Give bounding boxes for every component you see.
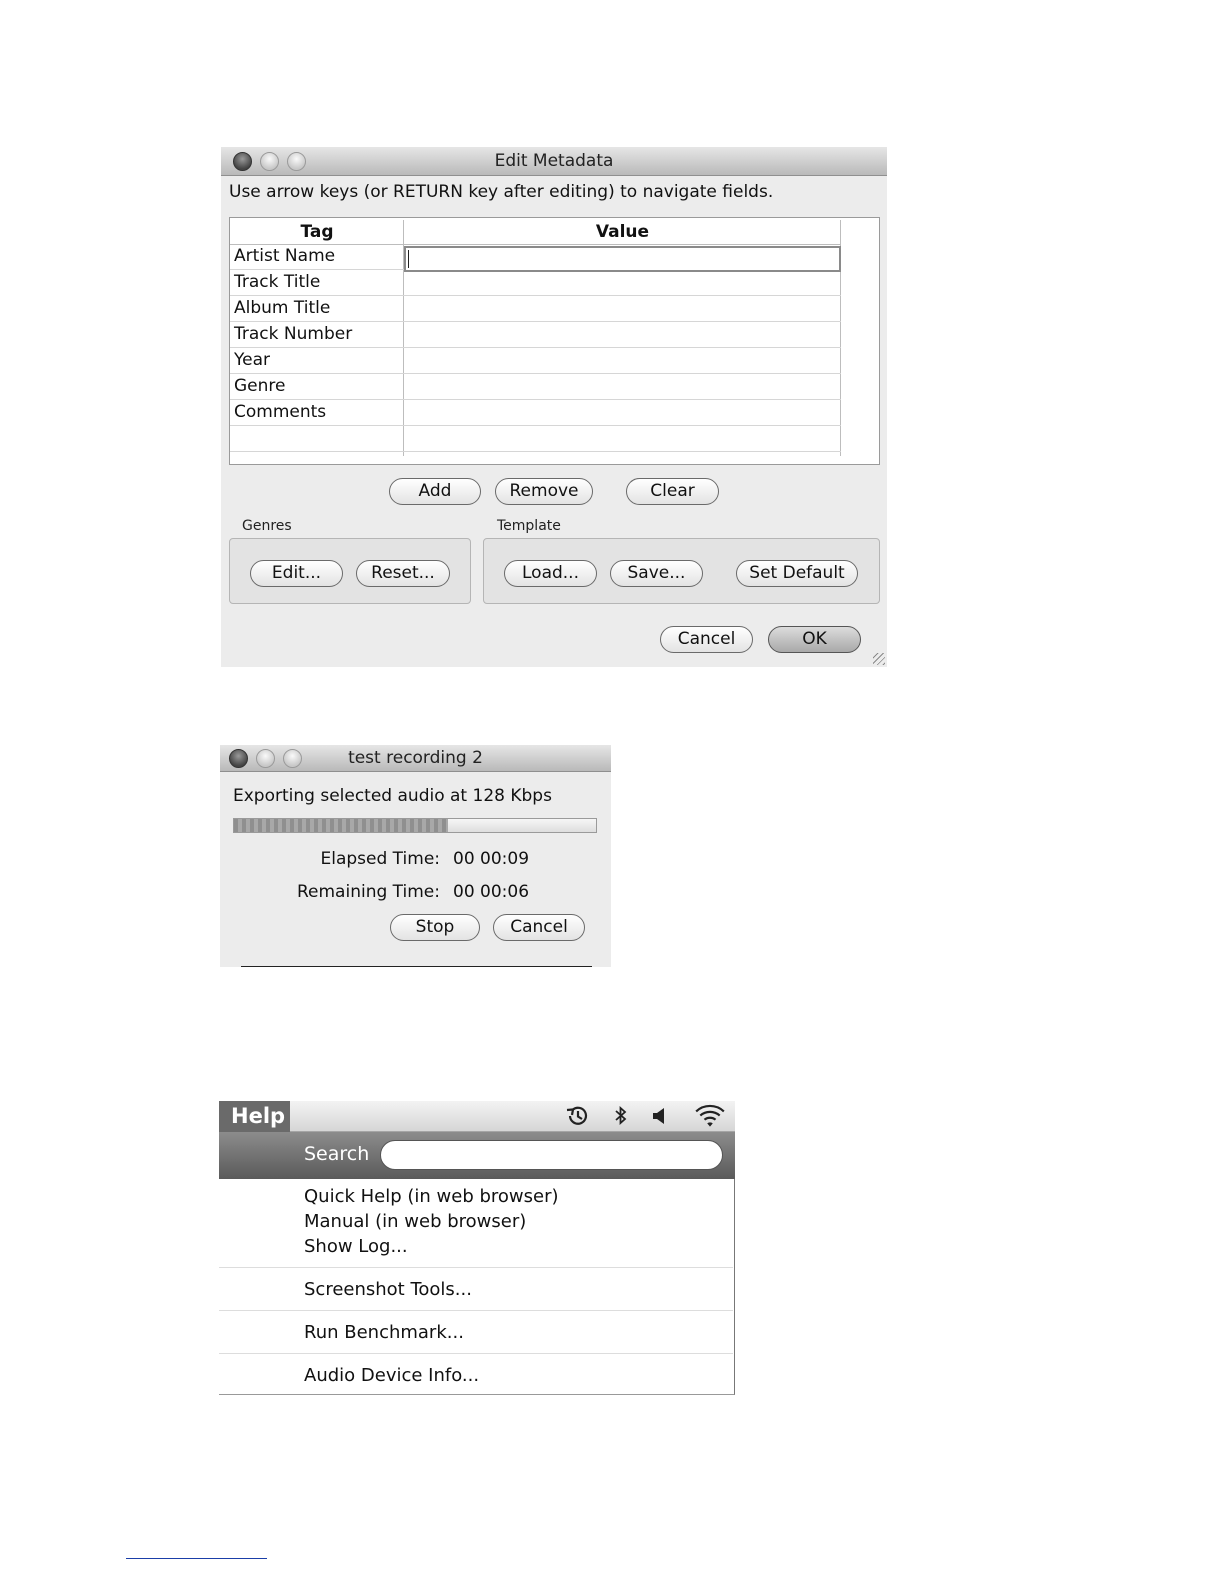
stop-button[interactable]: Stop <box>390 914 480 941</box>
menu-separator <box>219 1353 733 1354</box>
menu-bar <box>219 1101 735 1132</box>
menu-separator <box>219 1267 733 1268</box>
export-status-text: Exporting selected audio at 128 Kbps <box>233 786 552 806</box>
menu-item-run-benchmark[interactable]: Run Benchmark... <box>304 1322 464 1343</box>
save-template-button[interactable]: Save... <box>610 560 703 587</box>
menu-item-quick-help[interactable]: Quick Help (in web browser) <box>304 1186 559 1207</box>
remaining-time-value: 00 00:06 <box>453 882 530 902</box>
set-default-template-button[interactable]: Set Default <box>736 560 858 587</box>
help-search-row <box>219 1132 735 1179</box>
metadata-table <box>229 217 880 465</box>
export-progress-bar <box>233 818 597 833</box>
search-label: Search <box>304 1143 370 1165</box>
value-column-header[interactable]: Value <box>595 222 650 242</box>
table-row[interactable] <box>230 322 841 348</box>
clear-button[interactable]: Clear <box>626 478 719 505</box>
navigation-hint: Use arrow keys (or RETURN key after editing) to navigate fields. <box>229 182 774 202</box>
template-group <box>483 538 880 604</box>
menu-item-screenshot-tools[interactable]: Screenshot Tools... <box>304 1279 472 1300</box>
help-menu-title[interactable]: Help <box>219 1101 290 1132</box>
ok-button[interactable]: OK <box>768 626 861 653</box>
table-row[interactable] <box>230 426 841 452</box>
tag-cell[interactable]: Artist Name <box>234 246 336 266</box>
table-row[interactable] <box>230 244 841 270</box>
table-row[interactable] <box>230 296 841 322</box>
tag-cell[interactable]: Comments <box>234 402 327 422</box>
tag-cell[interactable]: Track Number <box>234 324 353 344</box>
menu-item-show-log[interactable]: Show Log... <box>304 1236 408 1257</box>
table-row[interactable] <box>230 348 841 374</box>
menu-item-manual[interactable]: Manual (in web browser) <box>304 1211 527 1232</box>
export-progress-fill <box>234 819 448 832</box>
export-progress-window <box>220 745 611 967</box>
value-edit-field[interactable] <box>404 246 841 272</box>
edit-genres-button[interactable]: Edit... <box>250 560 343 587</box>
help-menu-dropdown <box>219 1132 735 1395</box>
add-button[interactable]: Add <box>389 478 481 505</box>
resize-grip-icon[interactable] <box>873 653 885 665</box>
wifi-icon[interactable] <box>693 1104 727 1128</box>
tag-column-header[interactable]: Tag <box>300 222 334 242</box>
genres-group <box>229 538 471 604</box>
edit-metadata-window <box>221 147 887 667</box>
cancel-button[interactable]: Cancel <box>660 626 753 653</box>
edit-metadata-titlebar[interactable] <box>221 147 887 176</box>
tag-cell[interactable]: Track Title <box>234 272 321 292</box>
export-titlebar[interactable] <box>220 745 611 772</box>
volume-icon[interactable] <box>651 1104 669 1128</box>
elapsed-time-value: 00 00:09 <box>453 849 530 869</box>
window-title: Edit Metadata <box>494 151 614 171</box>
genres-group-label: Genres <box>242 518 292 534</box>
text-caret <box>408 250 409 268</box>
window-title: test recording 2 <box>348 748 483 768</box>
bluetooth-icon[interactable] <box>613 1104 629 1128</box>
load-template-button[interactable]: Load... <box>504 560 597 587</box>
reset-genres-button[interactable]: Reset... <box>356 560 450 587</box>
time-machine-icon[interactable] <box>564 1104 592 1128</box>
table-row[interactable] <box>230 400 841 426</box>
elapsed-time-label: Elapsed Time: <box>320 849 440 869</box>
tag-cell[interactable]: Year <box>234 350 270 370</box>
elapsed-time-row <box>220 849 611 871</box>
tag-cell[interactable]: Album Title <box>234 298 331 318</box>
menu-separator <box>219 1310 733 1311</box>
template-group-label: Template <box>497 518 561 534</box>
window-bottom-edge <box>241 966 592 967</box>
footnote-rule <box>126 1558 267 1559</box>
cancel-export-button[interactable]: Cancel <box>493 914 585 941</box>
tag-cell[interactable]: Genre <box>234 376 286 396</box>
remaining-time-label: Remaining Time: <box>296 882 440 902</box>
remaining-time-row <box>220 882 611 904</box>
table-row[interactable] <box>230 270 841 296</box>
menu-item-audio-device-info[interactable]: Audio Device Info... <box>304 1365 480 1386</box>
help-search-input[interactable] <box>380 1140 723 1170</box>
table-header <box>230 218 841 245</box>
table-row[interactable] <box>230 374 841 400</box>
remove-button[interactable]: Remove <box>495 478 593 505</box>
